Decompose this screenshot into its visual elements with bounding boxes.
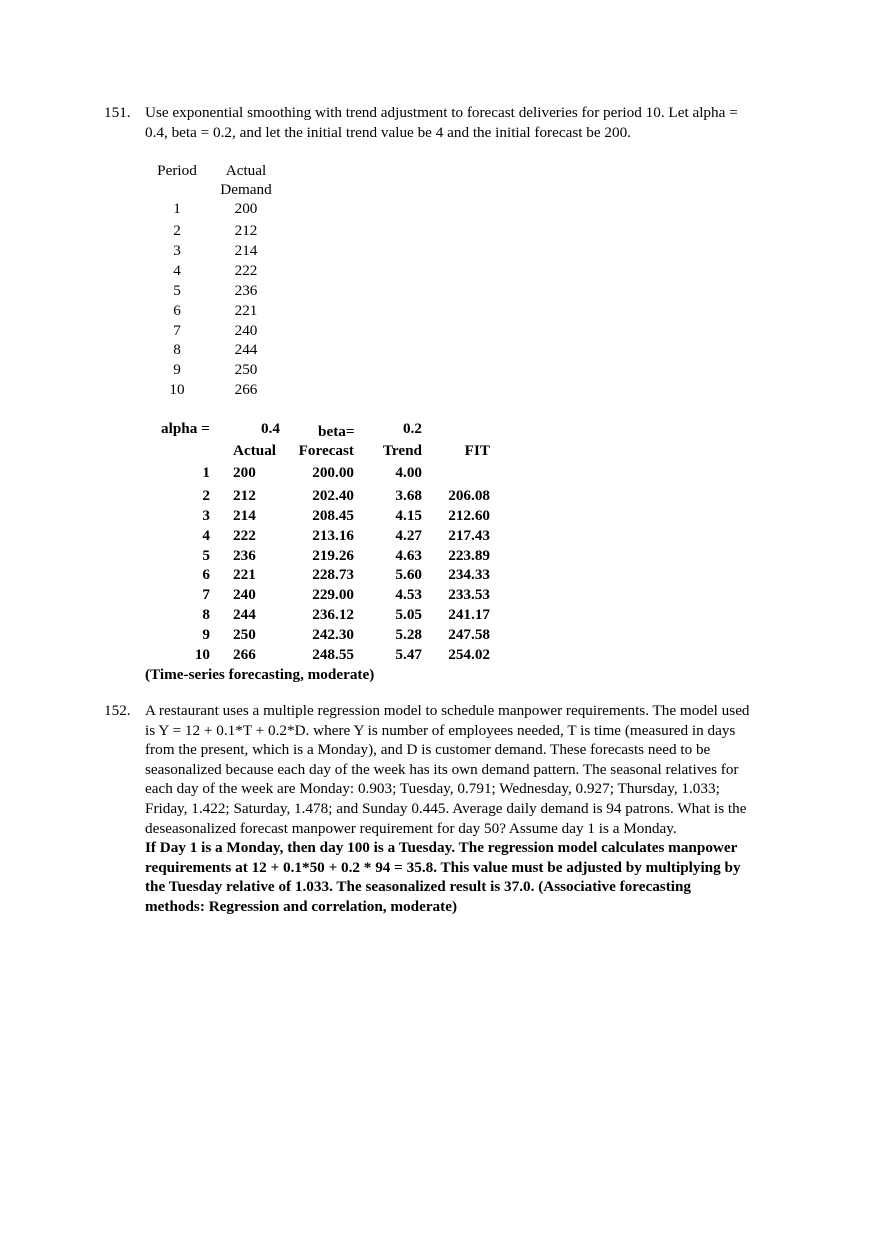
actual-cell: 222 — [233, 527, 256, 544]
text-line: is Y = 12 + 0.1*T + 0.2*D. where Y is number of employees needed, T is time (measured in days — [145, 721, 736, 739]
period-cell: 6 — [173, 302, 181, 319]
forecast-cell: 213.16 — [312, 527, 354, 544]
fit-cell: 223.89 — [448, 547, 490, 564]
header-trend: Trend — [382, 442, 422, 459]
trend-cell: 5.05 — [395, 606, 422, 623]
answer-line: If Day 1 is a Monday, then day 100 is a Tuesday. The regression model calculates manpower — [145, 839, 738, 857]
trend-cell: 5.60 — [395, 566, 422, 583]
demand-cell: 250 — [234, 361, 258, 378]
text-line: Friday, 1.422; Saturday, 1.478; and Sunday 0.445. Average daily demand is 94 patrons. What is the — [145, 799, 747, 817]
period-cell: 6 — [202, 566, 210, 583]
header-period: Period — [157, 162, 197, 179]
period-cell: 9 — [202, 626, 210, 643]
period-cell: 4 — [173, 262, 181, 279]
forecast-cell: 219.26 — [312, 547, 354, 564]
demand-cell: 222 — [234, 262, 258, 279]
header-demand: Demand — [220, 181, 272, 198]
fit-cell: 247.58 — [448, 626, 490, 643]
text-line: each day of the week are Monday: 0.903; Tuesday, 0.791; Wednesday, 0.927; Thursday, 1.033; — [145, 780, 720, 798]
trend-cell: 4.15 — [395, 507, 422, 524]
period-cell: 7 — [173, 322, 181, 339]
forecast-cell: 228.73 — [312, 566, 354, 583]
actual-cell: 221 — [233, 566, 256, 583]
trend-cell: 4.53 — [395, 586, 422, 603]
demand-cell: 266 — [234, 381, 258, 398]
header-actual: Actual — [233, 442, 277, 459]
fit-cell: 254.02 — [448, 646, 490, 663]
text-line: deseasonalized forecast manpower requirement for day 50? Assume day 1 is a Monday. — [145, 819, 677, 837]
actual-cell: 240 — [233, 586, 256, 603]
period-cell: 8 — [202, 606, 210, 623]
period-cell: 3 — [202, 507, 210, 524]
period-cell: 7 — [202, 586, 210, 603]
demand-cell: 221 — [234, 302, 258, 319]
answer-line: the Tuesday relative of 1.033. The seasonalized result is 37.0. (Associative forecasting — [145, 878, 692, 896]
trend-cell: 3.68 — [395, 487, 422, 504]
period-cell: 1 — [202, 464, 210, 481]
demand-cell: 236 — [234, 282, 258, 299]
demand-cell: 214 — [234, 242, 258, 259]
period-cell: 2 — [202, 487, 210, 504]
answer-line: requirements at 12 + 0.1*50 + 0.2 * 94 = 35.8. This value must be adjusted by multiplying by — [145, 858, 741, 876]
question-151-number: 151. — [104, 104, 131, 121]
period-cell: 8 — [173, 341, 181, 358]
question-152-number: 152. — [104, 702, 131, 719]
actual-cell: 266 — [233, 646, 256, 663]
period-cell: 5 — [173, 282, 181, 299]
fit-cell: 241.17 — [448, 606, 490, 623]
period-cell: 2 — [173, 222, 181, 239]
text-line: 0.4, beta = 0.2, and let the initial trend value be 4 and the initial forecast be 200. — [145, 123, 631, 141]
trend-cell: 4.00 — [395, 464, 422, 481]
actual-cell: 214 — [233, 507, 256, 524]
actual-cell: 244 — [233, 606, 256, 623]
fit-cell: 206.08 — [448, 487, 490, 504]
trend-cell: 5.47 — [395, 646, 422, 663]
topic-tag: (Time-series forecasting, moderate) — [145, 666, 375, 683]
period-cell: 3 — [173, 242, 181, 259]
question-152-text — [145, 701, 750, 917]
forecast-cell: 248.55 — [312, 646, 354, 663]
answer-line: methods: Regression and correlation, moderate) — [145, 897, 458, 915]
text-line: A restaurant uses a multiple regression model to schedule manpower requirements. The model used — [145, 702, 750, 719]
fit-cell: 212.60 — [448, 507, 490, 524]
fit-cell: 217.43 — [448, 527, 490, 544]
forecast-cell: 200.00 — [312, 464, 354, 481]
trend-cell: 5.28 — [395, 626, 422, 643]
fit-cell: 233.53 — [448, 586, 490, 603]
demand-cell: 244 — [234, 341, 258, 358]
period-cell: 4 — [202, 527, 210, 544]
trend-cell: 4.27 — [395, 527, 422, 544]
text-line: from the present, which is a Monday), and D is customer demand. These forecasts need to be — [145, 741, 711, 759]
period-cell: 9 — [173, 361, 181, 378]
trend-cell: 4.63 — [395, 547, 422, 564]
beta-value: 0.2 — [403, 420, 422, 437]
alpha-value: 0.4 — [261, 420, 280, 437]
header-fit: FIT — [464, 442, 490, 459]
text-line: seasonalized because each day of the week has its own demand pattern. The seasonal relatives for — [145, 760, 739, 778]
alpha-label: alpha = — [161, 420, 210, 437]
forecast-cell: 242.30 — [312, 626, 354, 643]
period-cell: 10 — [194, 646, 210, 663]
period-cell: 10 — [169, 381, 185, 398]
question-151-text — [145, 103, 738, 142]
demand-cell: 212 — [234, 222, 258, 239]
forecast-cell: 202.40 — [312, 487, 354, 504]
actual-cell: 212 — [233, 487, 256, 504]
beta-label: beta= — [318, 423, 355, 440]
forecast-cell: 229.00 — [312, 586, 354, 603]
header-actual: Actual — [225, 162, 267, 179]
demand-cell: 200 — [234, 200, 258, 217]
forecast-cell: 208.45 — [312, 507, 354, 524]
fit-cell: 234.33 — [448, 566, 490, 583]
actual-cell: 236 — [233, 547, 256, 564]
period-cell: 5 — [202, 547, 210, 564]
forecast-cell: 236.12 — [312, 606, 354, 623]
text-line: Use exponential smoothing with trend adjustment to forecast deliveries for period 10. Let alpha = — [145, 104, 738, 121]
actual-cell: 200 — [233, 464, 256, 481]
demand-cell: 240 — [234, 322, 258, 339]
period-cell: 1 — [173, 200, 181, 217]
actual-cell: 250 — [233, 626, 256, 643]
header-forecast: Forecast — [298, 442, 354, 459]
